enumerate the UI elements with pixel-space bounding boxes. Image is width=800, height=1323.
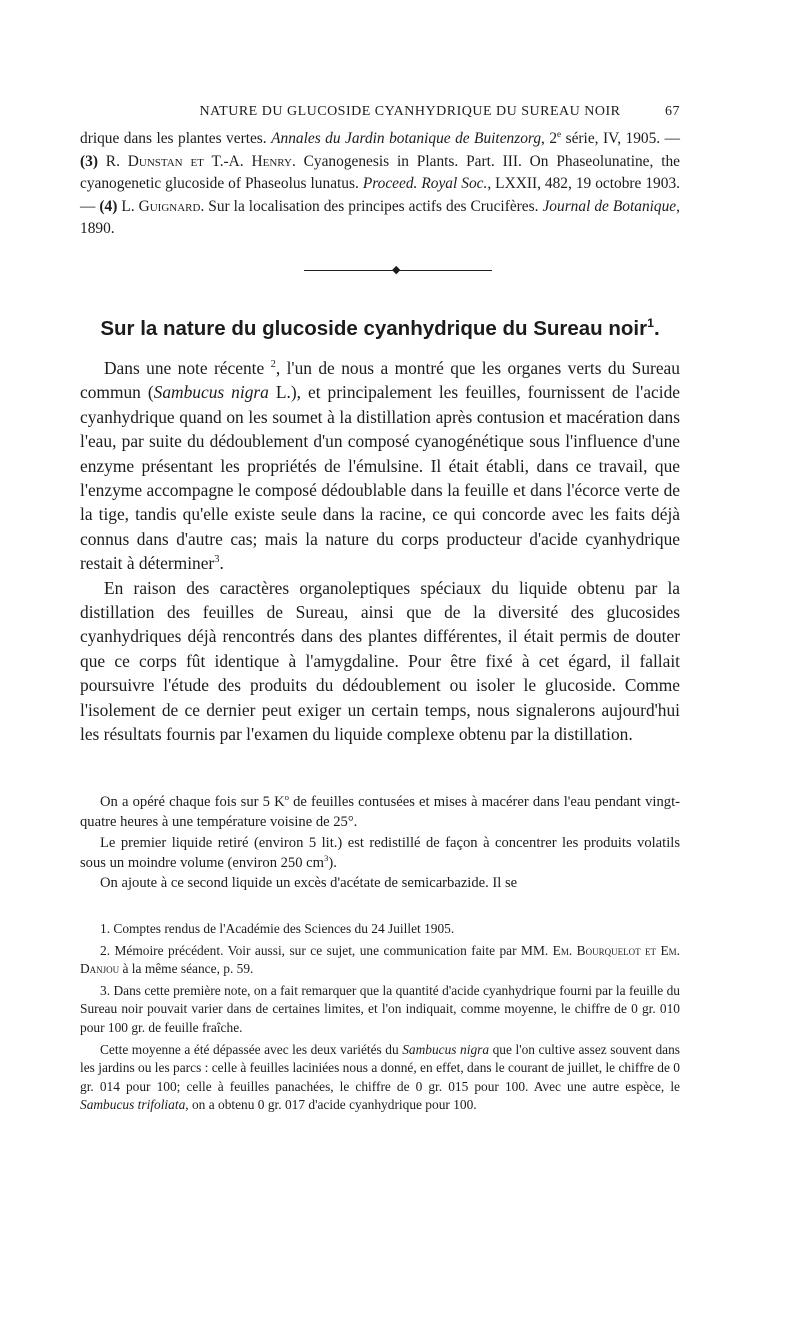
superscript: o bbox=[284, 792, 289, 803]
ref-number: (4) bbox=[99, 197, 118, 215]
method-text bbox=[80, 792, 680, 893]
ref-superscript: e bbox=[557, 128, 562, 139]
footnotes bbox=[80, 920, 680, 1118]
text-run: Cette moyenne a été dépassée avec les deux variétés du bbox=[100, 1041, 403, 1057]
text-run: On a opéré chaque fois sur 5 K bbox=[100, 794, 285, 810]
footnote-3-continued bbox=[80, 1041, 680, 1115]
text-run: de feuilles contusées et mises à macérer dans l'eau pendant vingt-quatre heures à une température voisine de 25°. bbox=[80, 794, 680, 831]
section-divider bbox=[304, 264, 492, 276]
text-run: 2. Mémoire précédent. Voir aussi, sur ce sujet, une communication faite par MM. bbox=[100, 942, 553, 958]
author-names: Em. Bourquelot et Em. Danjou bbox=[80, 942, 680, 977]
ref-text: . Cyanogenesis in Plants. Part. III. On Phaseolunatine, the cyanogenetic glucoside of Phaseolus lunatus. bbox=[80, 152, 680, 193]
footnote-3: 3. Dans cette première note, on a fait remarquer que la quantité d'acide cyanhydrique fourni par la feuille du Sureau noir pouvait varier dans de certaines limites, et l'on indiquait, comme moyenne, le chiffre de 0 gr. 010 pour 100 gr. de feuille fraîche. bbox=[80, 982, 680, 1035]
title-text: Sur la nature du glucoside cyanhydrique du Sureau noir bbox=[100, 317, 648, 340]
ref-journal: Journal de Botanique bbox=[542, 197, 677, 215]
text-run: à la même séance, p. 59. bbox=[119, 961, 254, 977]
paragraph bbox=[80, 792, 680, 833]
article-title bbox=[80, 316, 680, 342]
text-run: . bbox=[219, 553, 224, 574]
ref-authors: L. Guignard bbox=[117, 197, 201, 215]
running-title: NATURE DU GLUCOSIDE CYANHYDRIQUE DU SUREAU NOIR bbox=[199, 104, 621, 119]
ref-number: (3) bbox=[80, 152, 98, 170]
paragraph bbox=[80, 833, 680, 874]
ref-text: , 2 bbox=[541, 130, 558, 147]
footnote-2 bbox=[80, 942, 680, 979]
footnote-mark: 3 bbox=[214, 554, 220, 566]
superscript: 3 bbox=[324, 853, 329, 864]
paragraph: On ajoute à ce second liquide un excès d'acétate de semicarbazide. Il se bbox=[100, 875, 518, 892]
ref-text: , LXXII, 482, 19 octobre 1903. — bbox=[80, 175, 680, 215]
title-end: . bbox=[653, 317, 660, 340]
text-run: , on a obtenu 0 gr. 017 d'acide cyanhydrique pour 100. bbox=[185, 1097, 477, 1113]
body-text bbox=[80, 356, 680, 747]
references-continuation bbox=[80, 128, 680, 241]
footnote-1: 1. Comptes rendus de l'Académie des Sciences du 24 Juillet 1905. bbox=[100, 921, 455, 936]
ref-authors: R. Dunstan et T.-A. Henry bbox=[97, 152, 292, 170]
species-name: Sambucus nigra bbox=[402, 1041, 490, 1057]
running-header bbox=[80, 102, 680, 122]
species-name: Sambucus trifoliata bbox=[80, 1097, 186, 1113]
ref-text: , 1890. bbox=[80, 197, 680, 238]
ref-text: drique dans les plantes vertes. bbox=[80, 130, 272, 147]
paragraph: En raison des caractères organoleptiques spéciaux du liquide obtenu par la distillation des feuilles de Sureau, ainsi que de la diversité des glucosides cyanhydriques déjà rencontrés dans des plantes différentes, il était permis de douter que ce corps fût identique à l'amygdaline. Pour être fixé à cet égard, il fallait poursuivre l'étude des produits du dédoublement ou isoler le glucoside. Comme l'isolement de ce dernier peut exiger un certain temps, nous signalerons aujourd'hui les résultats fournis par l'examen du liquide complexe obtenu par la distillation. bbox=[80, 577, 680, 745]
text-run: , l'un de nous a montré que les organes verts du Sureau commun ( bbox=[80, 358, 680, 403]
page-number: 67 bbox=[665, 104, 680, 119]
paragraph bbox=[80, 356, 680, 576]
text-run: Dans une note récente bbox=[104, 358, 271, 378]
footnote-mark: 2 bbox=[270, 359, 276, 371]
ref-text: . Sur la localisation des principes actifs des Crucifères. bbox=[200, 197, 543, 215]
divider-diamond: ◆ bbox=[392, 264, 401, 276]
species-name: Sambucus nigra bbox=[153, 382, 269, 403]
title-footnote-mark: 1 bbox=[647, 316, 654, 331]
ref-text: série, IV, 1905. — bbox=[561, 130, 680, 147]
text-run: que l'on cultive assez souvent dans les jardins ou les parcs : celle à feuilles laciniées nous a donné, en effet, dans le courant de juillet, le chiffre de 0 gr. 014 pour 100; celle à feuilles panachées, le chiffre de 0 gr. 015 pour 100. Avec une autre espèce, le bbox=[80, 1041, 680, 1094]
ref-journal: Annales du Jardin botanique de Buitenzorg bbox=[271, 130, 542, 147]
text-run: L.), et principalement les feuilles, fournissent de l'acide cyanhydrique quand on les soumet à la distillation après contusion et macération dans l'eau, par suite du dédoublement d'un composé cyanogénétique sous l'influence d'une enzyme présentant les propriétés de l'émulsine. Il était établi, dans ce travail, que l'enzyme accompagne le composé dédoublable dans la feuille et dans l'écorce verte de la tige, tandis qu'elle existe seule dans la racine, ce qui concorde avec les faits déjà connus dans d'autre cas; mais la nature du corps producteur d'acide cyanhydrique restait à déterminer bbox=[80, 382, 681, 574]
ref-journal: Proceed. Royal Soc. bbox=[362, 175, 488, 193]
text-run: Le premier liquide retiré (environ 5 lit.) est redistillé de façon à concentrer les produits volatils sous un moindre volume (environ 250 cm bbox=[80, 834, 680, 871]
text-run: ). bbox=[328, 854, 337, 871]
